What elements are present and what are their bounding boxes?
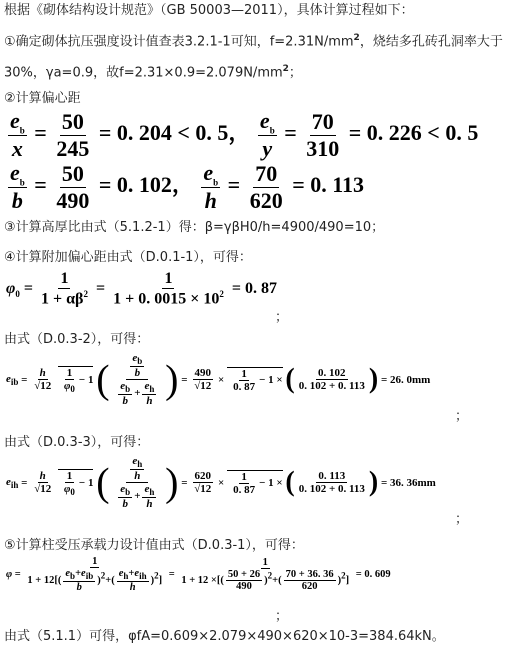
unit-superscript-2: 2: [282, 64, 289, 74]
eb-over-y: $\frac{e_b}{y}$: [259, 108, 275, 162]
phi-result: = 0. 609: [355, 569, 391, 581]
nested-ratio: $\frac{e_b}{b}$ $\frac{e_b}{b}$ + $\frac{e_h}{h}$: [120, 352, 155, 408]
fraction-70-310: $\frac{70}{310}$: [306, 108, 340, 161]
fraction-490-sqrt12: $\frac{490}{√12}$: [194, 367, 212, 393]
step1-part1: ①确定砌体抗压强度设计值查表3.2.1-1可知，f=2.31N/mm: [4, 34, 354, 50]
phi0-fraction-symbolic: $\frac{1}{1 + \alpha\beta^2}$: [40, 270, 88, 308]
step1-result-part1: 30%，γa=0.9，故f=2.31×0.9=2.079N/mm: [4, 65, 283, 81]
intro-text: 根据《砌体结构设计规范》（GB 50003—2011），具体计算过程如下：: [4, 3, 414, 18]
step1-result: [4, 61, 302, 81]
step2-heading: ②计算偏心距: [4, 91, 81, 106]
step3-text: ③计算高厚比由式（5.1.2-1）得：β=γβH0/h=4900/490=10；: [4, 220, 385, 235]
semicolon-1: ；: [275, 310, 289, 325]
final-result-text: 由式（5.1.1）可得，φfA=0.609×2.079×490×620×10-3=384.64kN。: [4, 629, 445, 644]
result-0102: = 0. 102: [98, 172, 172, 198]
result-0226: = 0. 226 < 0. 5: [348, 120, 479, 146]
sqrt-term: $\frac{1}{\varphi_0}$ − 1: [58, 366, 93, 394]
eib-result: = 26. 0mm: [380, 373, 431, 386]
step1-result-part2: ；: [288, 65, 302, 81]
unit-superscript: 2: [353, 33, 360, 43]
fraction-50-490: $\frac{50}{490}$: [56, 160, 90, 213]
semicolon-4: ；: [275, 609, 289, 624]
eb-over-h: $\frac{e_b}{h}$: [203, 160, 219, 214]
result-0204: = 0. 204 < 0. 5: [98, 120, 229, 146]
fraction-620-sqrt12: $\frac{620}{√12}$: [194, 470, 212, 496]
formula-d032-label: 由式（D.0.3-2），可得：: [4, 332, 150, 347]
nested-ratio-h: $\frac{e_h}{h}$ $\frac{e_b}{b}$ + $\frac{e_h}{h}$: [120, 455, 155, 511]
eb-over-x: $\frac{e_b}{x}$: [10, 108, 25, 162]
result-0113: = 0. 113: [292, 172, 365, 198]
phi-numeric-fraction: 1 1 + 12 ×[( $\frac{50 + 26}{490}$ )$^2$+( $\frac{70 + 36. 36}{620}$ )$^2$]: [181, 557, 350, 593]
eih-result: = 36. 36mm: [380, 476, 436, 489]
fraction-50-245: $\frac{50}{245}$: [56, 108, 90, 161]
phi-symbolic-fraction: 1 1 + 12[( $\frac{e_b+e_{ib}}{b}$ )$^2$+( $\frac{e_h+e_{ih}}{h}$ )$^2$]: [27, 556, 163, 594]
eb-over-b: $\frac{e_b}{b}$: [10, 160, 25, 214]
eccentricity-ratio-equation-2: $\frac{e_b}{b}$ = $\frac{50}{490}$ = 0. 102， $\frac{e_b}{h}$ = $\frac{70}{620}$ = 0. 113: [10, 160, 365, 214]
phi0-fraction-numeric: $\frac{1}{1 + 0. 0015 \times 10^2}$: [113, 270, 224, 308]
phi0-equation: $\varphi_0$ = $\frac{1}{1 + \alpha\beta^2}$ = $\frac{1}{1 + 0. 0015 \times 10^2}$ = 0. 87: [6, 270, 277, 308]
semicolon-2: ；: [455, 409, 469, 424]
semicolon-3: ；: [455, 512, 469, 527]
fraction-0102: $\frac{0. 102}{0. 102 + 0. 113}$: [298, 367, 365, 393]
step1-part2: ，烧结多孔砖孔洞率大于: [359, 34, 503, 50]
h-over-sqrt12: $\frac{h}{√12}$: [34, 367, 52, 393]
phi0-result: = 0. 87: [231, 279, 277, 297]
eih-equation: $e_{ih}$ = $\frac{h}{√12}$ $\frac{1}{\varphi_0}$ − 1 ( $\frac{e_h}{h}$ $\frac{e_b}{b}$ + $\frac{e_h}{h}$ ) = $\frac{620}{√12}$ × $\frac{1}{0. 87}$ − 1 × ( $\frac{0. 113}{0. 102 + 0. 113}$ ) = 36. 36mm: [6, 455, 436, 511]
formula-d033-label: 由式（D.0.3-3），可得：: [4, 435, 150, 450]
eib-equation: $e_{ib}$ = $\frac{h}{√12}$ $\frac{1}{\varphi_0}$ − 1 ( $\frac{e_b}{b}$ $\frac{e_b}{b}$ + $\frac{e_h}{h}$ ) = $\frac{490}{√12}$ × $\frac{1}{0. 87}$ − 1 × ( $\frac{0. 102}{0. 102 + 0. 113}$ ) = 26. 0mm: [6, 352, 431, 408]
phi-equation: φ = 1 1 + 12[( $\frac{e_b+e_{ib}}{b}$ )$^2$+( $\frac{e_h+e_{ih}}{h}$ )$^2$] = 1 1 + 12 ×[( $\frac{50 + 26}{490}$ )$^2$+( $\frac{70 + 36. 36}{620}$ )$^2$] = 0. 609: [6, 556, 391, 594]
step4-text: ④计算附加偏心距由式（D.0.1-1），可得：: [4, 250, 252, 265]
fraction-0113: $\frac{0. 113}{0. 102 + 0. 113}$: [298, 470, 365, 496]
fraction-70-620: $\frac{70}{620}$: [249, 160, 283, 213]
eccentricity-ratio-equation-1: $\frac{e_b}{x}$ = $\frac{50}{245}$ = 0. 204 < 0. 5， $\frac{e_b}{y}$ = $\frac{70}{310}$ = 0. 226 < 0. 5: [10, 108, 479, 162]
step5-text: ⑤计算柱受压承载力设计值由式（D.0.3-1），可得：: [4, 538, 304, 553]
step1-text: [4, 30, 503, 50]
